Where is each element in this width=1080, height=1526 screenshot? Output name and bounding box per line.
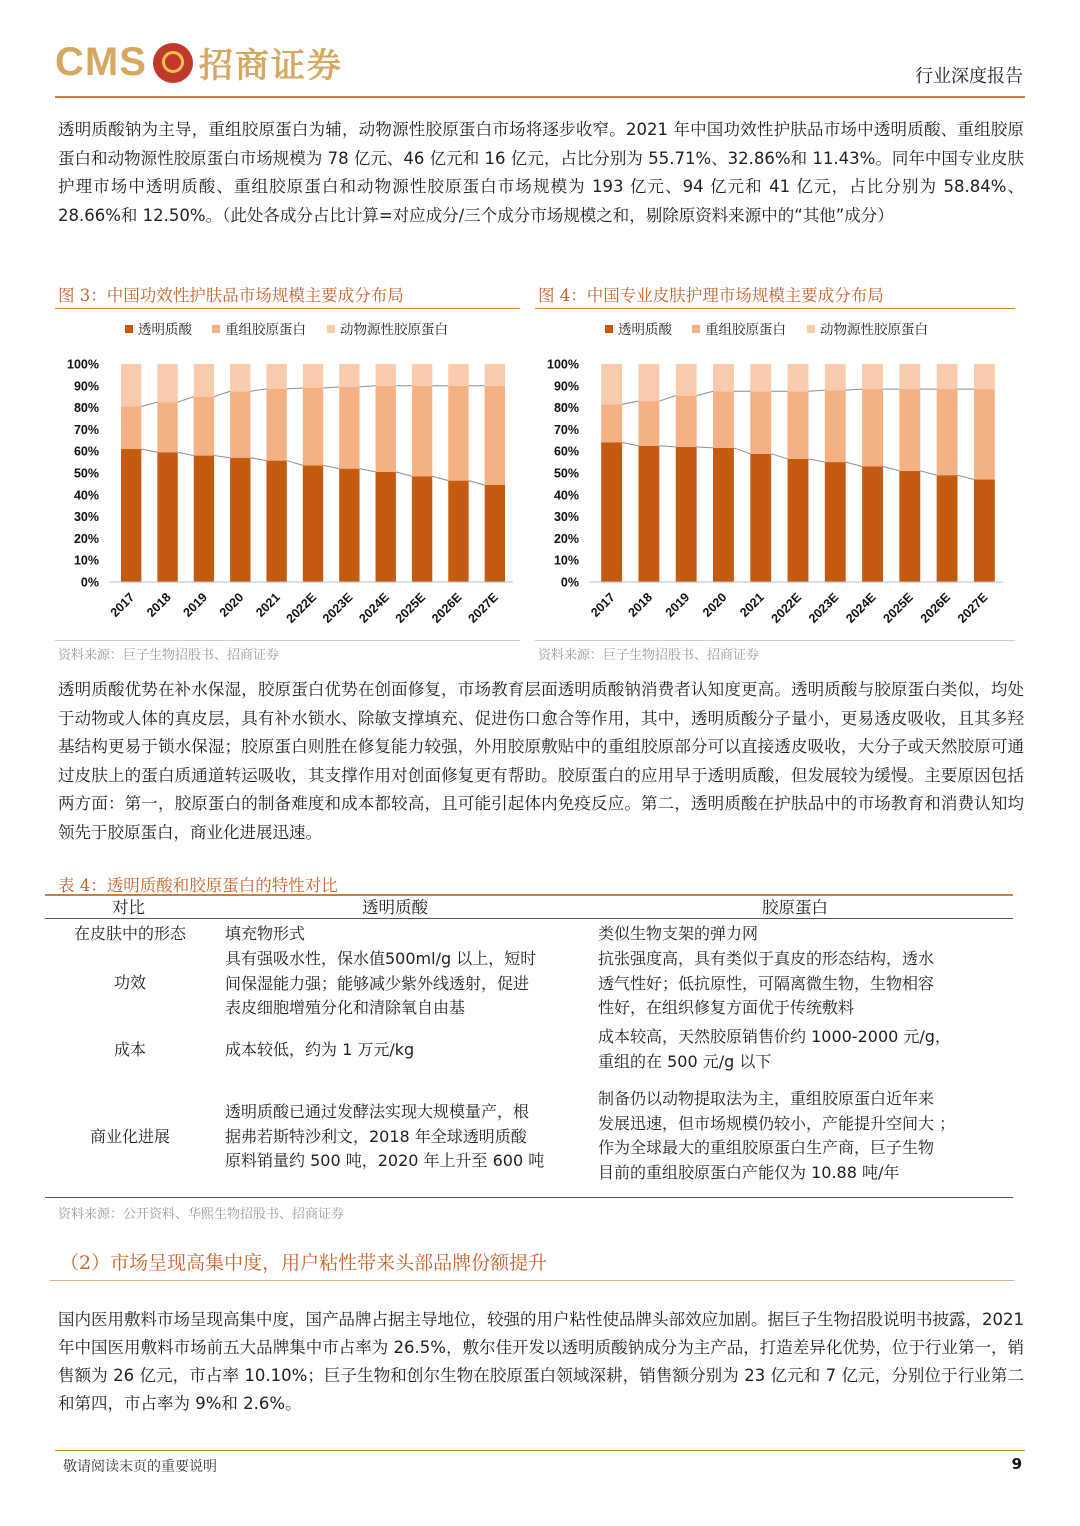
- bar-segment: [266, 461, 286, 582]
- footer-divider: [55, 1450, 1025, 1451]
- x-tick-label: 2026E: [917, 590, 954, 626]
- table-row-label: 商业化进展: [89, 1127, 170, 1146]
- section-title-rule: [50, 1280, 1014, 1281]
- bar-segment: [157, 452, 177, 582]
- bar-segment: [825, 390, 846, 462]
- bar-segment: [412, 476, 432, 582]
- bar-segment: [266, 389, 286, 461]
- bar-segment: [157, 364, 177, 402]
- bar-segment: [937, 389, 958, 475]
- y-tick-label: 10%: [553, 553, 579, 568]
- bar-segment: [638, 446, 659, 582]
- table-row-label: 在皮肤中的形态: [73, 924, 186, 943]
- table-cell-hyaluronic: 据弗若斯特沙利文，2018 年全球透明质酸: [225, 1126, 527, 1146]
- legend-swatch: [327, 325, 335, 333]
- y-tick-label: 0%: [560, 575, 579, 590]
- bar-segment: [230, 364, 250, 391]
- bar-segment: [862, 389, 883, 466]
- x-tick-label: 2027E: [465, 590, 501, 626]
- bar-segment: [266, 364, 286, 389]
- table-4-source: 资料来源：公开资料、华熙生物招股书、招商证券: [58, 1207, 345, 1222]
- bar-segment: [376, 386, 396, 472]
- y-tick-label: 60%: [73, 444, 99, 459]
- y-tick-label: 70%: [73, 422, 99, 437]
- table-cell-hyaluronic: 具有强吸水性，保水值500ml/g 以上，短时: [225, 949, 537, 968]
- y-tick-label: 20%: [553, 531, 579, 546]
- y-tick-label: 80%: [553, 401, 579, 416]
- bar-segment: [750, 364, 771, 391]
- bar-segment: [485, 485, 505, 582]
- bar-segment: [194, 364, 214, 397]
- bar-segment: [825, 364, 846, 390]
- y-tick-label: 40%: [553, 488, 579, 503]
- table-cell-collagen: 重组的在 500 元/g 以下: [598, 1051, 772, 1071]
- figure-3-source-rule: [55, 640, 520, 641]
- bar-segment: [601, 442, 622, 582]
- bar-segment: [303, 364, 323, 388]
- figure-3-title: 图 3：中国功效性护肤品市场规模主要成分布局: [58, 286, 404, 305]
- y-tick-label: 70%: [553, 422, 579, 437]
- bar-segment: [376, 364, 396, 386]
- bar-segment: [376, 472, 396, 582]
- table-header-hyaluronic: 透明质酸: [362, 898, 428, 917]
- x-tick-label: 2020: [216, 590, 247, 620]
- legend-label: 透明质酸: [138, 322, 192, 338]
- bar-segment: [194, 397, 214, 456]
- page-number: 9: [1011, 1455, 1022, 1473]
- table-cell-hyaluronic: 透明质酸已通过发酵法实现大规模量产，根: [225, 1102, 530, 1121]
- bar-segment: [412, 386, 432, 476]
- logo-text: CMS: [55, 40, 147, 84]
- bar-segment: [974, 480, 995, 582]
- bar-segment: [713, 391, 734, 448]
- bar-segment: [448, 364, 468, 386]
- bar-segment: [485, 386, 505, 485]
- bar-segment: [230, 458, 250, 582]
- bar-segment: [899, 471, 920, 582]
- bar-segment: [788, 459, 809, 582]
- bar-segment: [339, 364, 359, 387]
- x-tick-label: 2017: [588, 590, 618, 620]
- x-tick-label: 2021: [737, 590, 767, 620]
- figure-4-title: 图 4：中国专业皮肤护理市场规模主要成分布局: [538, 286, 884, 305]
- table-cell-collagen: 透气性好；低抗原性，可隔离微生物，生物相容: [598, 973, 935, 993]
- y-tick-label: 50%: [553, 466, 579, 481]
- bar-segment: [937, 364, 958, 389]
- bar-segment: [676, 396, 697, 447]
- bar-segment: [974, 389, 995, 479]
- x-tick-label: 2025E: [880, 590, 916, 626]
- cms-logo: [55, 38, 343, 87]
- table-cell-hyaluronic: 填充物形式: [225, 924, 306, 943]
- bar-segment: [601, 404, 622, 442]
- x-tick-label: 2017: [107, 590, 138, 620]
- table-cell-hyaluronic: 成本较低，约为 1 万元/kg: [225, 1040, 415, 1059]
- bar-segment: [638, 401, 659, 446]
- table-cell-collagen: 作为全球最大的重组胶原蛋白生产商，巨子生物: [598, 1138, 935, 1157]
- table-cell-hyaluronic: 间保湿能力强；能够减少紫外线透射，促进: [225, 973, 530, 993]
- x-tick-label: 2019: [662, 590, 693, 620]
- legend-swatch: [807, 325, 815, 333]
- paragraph-market-structure: 透明质酸钠为主导，重组胶原蛋白为辅，动物源性胶原蛋白市场将逐步收窄。2021 年中国功效性护肤品市场中透明质酸、重组胶原蛋白和动物源性胶原蛋白市场规模为 78 亿元、46 亿元和 16 亿元，占比分别为 55.71%、32.86%和 11.43%。同年中国专业皮肤护理市场中透明质酸、重组胶原蛋白和动物源性胶原蛋白市场规模为 193 亿元、94 亿元和 41 亿元，占比分别为 58.84%、28.66%和 12.50%。（此处各成分占比计算=对应成分/三个成分市场规模之和，剔除原资料来源中的“其他”成分）: [58, 120, 1024, 225]
- legend-swatch: [692, 325, 700, 333]
- legend-swatch: [605, 325, 613, 333]
- bar-segment: [825, 462, 846, 582]
- table-header-collagen: 胶原蛋白: [762, 898, 828, 917]
- figure-4-title-rule: [535, 308, 1015, 309]
- y-tick-label: 30%: [553, 510, 579, 525]
- bar-segment: [899, 364, 920, 389]
- x-tick-label: 2024E: [356, 590, 392, 626]
- table-top-rule: [45, 894, 1013, 896]
- y-tick-label: 10%: [73, 553, 99, 568]
- table-cell-hyaluronic: 表皮细胞增殖分化和清除氧自由基: [225, 998, 466, 1017]
- bar-segment: [899, 389, 920, 471]
- table-row-label: 成本: [113, 1040, 146, 1059]
- table-cell-collagen: 发展迅速，但市场规模仍较小，产能提升空间大 ；: [598, 1113, 956, 1133]
- figure-4-chart: [535, 314, 1015, 634]
- bar-segment: [485, 364, 505, 386]
- bar-segment: [862, 364, 883, 389]
- table-header-rule: [45, 918, 1013, 919]
- x-tick-label: 2022E: [768, 590, 805, 626]
- x-tick-label: 2023E: [805, 590, 842, 626]
- bar-segment: [676, 364, 697, 396]
- figure-4-source-rule: [535, 640, 1015, 641]
- table-cell-hyaluronic: 原料销量约 500 吨，2020 年上升至 600 吨: [225, 1151, 545, 1170]
- bar-segment: [121, 407, 141, 450]
- y-tick-label: 30%: [73, 510, 99, 525]
- bar-segment: [601, 364, 622, 404]
- x-tick-label: 2020: [700, 590, 730, 620]
- bar-segment: [448, 481, 468, 582]
- bar-segment: [750, 391, 771, 454]
- bar-segment: [230, 391, 250, 457]
- legend-label: 重组胶原蛋白: [225, 322, 306, 338]
- y-tick-label: 0%: [80, 575, 99, 590]
- y-tick-label: 100%: [67, 357, 99, 372]
- y-tick-label: 40%: [73, 488, 99, 503]
- bar-segment: [788, 364, 809, 391]
- bar-segment: [937, 475, 958, 582]
- bar-segment: [194, 456, 214, 582]
- bar-segment: [412, 364, 432, 386]
- legend-swatch: [125, 325, 133, 333]
- x-tick-label: 2022E: [283, 590, 320, 626]
- x-tick-label: 2023E: [320, 590, 356, 626]
- bar-segment: [339, 469, 359, 582]
- bar-segment: [750, 454, 771, 582]
- table-header-compare: 对比: [112, 898, 145, 917]
- bar-segment: [121, 364, 141, 407]
- legend-label: 动物源性胶原蛋白: [340, 322, 448, 338]
- x-tick-label: 2019: [180, 590, 211, 620]
- footer-note: 敬请阅读末页的重要说明: [63, 1459, 217, 1475]
- header-divider: [55, 96, 1025, 98]
- paragraph-concentration: 国内医用敷料市场呈现高集中度，国产品牌占据主导地位，较强的用户粘性使品牌头部效应加剧。据巨子生物招股说明书披露，2021 年中国医用敷料市场前五大品牌集中市占率为 26.5%，敷尔佳开发以透明质酸钠成分为主产品，打造差异化优势，位于行业第一，销售额为 26 亿元，市占率 10.10%；巨子生物和创尔生物在胶原蛋白领域深耕，销售额分别为 23 亿元和 7 亿元，分别位于行业第二和第四，市占率为 9%和 2.6%。: [58, 1310, 1024, 1413]
- x-tick-label: 2025E: [392, 590, 429, 626]
- bar-segment: [303, 388, 323, 465]
- x-tick-label: 2027E: [955, 590, 991, 626]
- y-tick-label: 60%: [553, 444, 579, 459]
- figure-4-source: 资料来源：巨子生物招股书、招商证券: [538, 648, 760, 663]
- logo-chinese-name: 招商证券: [198, 46, 343, 86]
- table-row-label: 功效: [113, 973, 146, 992]
- legend-label: 重组胶原蛋白: [705, 322, 786, 338]
- y-tick-label: 20%: [73, 531, 99, 546]
- figure-3-title-rule: [55, 308, 520, 309]
- page-header: [0, 0, 1080, 100]
- x-tick-label: 2018: [144, 590, 174, 620]
- bar-segment: [157, 402, 177, 452]
- bar-segment: [676, 447, 697, 582]
- x-tick-label: 2021: [253, 590, 283, 620]
- table-bottom-rule: [45, 1197, 1013, 1198]
- table-4-title: 表 4：透明质酸和胶原蛋白的特性对比: [58, 876, 338, 895]
- report-type: 行业深度报告: [915, 66, 1023, 87]
- figure-3-source: 资料来源：巨子生物招股书、招商证券: [58, 648, 280, 663]
- table-cell-collagen: 类似生物支架的弹力网: [598, 924, 759, 943]
- logo-emblem-icon: [153, 43, 193, 83]
- bar-segment: [974, 364, 995, 389]
- figure-3-chart: [55, 314, 525, 634]
- bar-segment: [303, 465, 323, 582]
- x-tick-label: 2024E: [843, 590, 879, 626]
- bar-segment: [713, 448, 734, 582]
- table-cell-collagen: 目前的重组胶原蛋白产能仅为 10.88 吨/年: [598, 1162, 900, 1182]
- y-tick-label: 80%: [73, 401, 99, 416]
- bar-segment: [862, 466, 883, 582]
- bar-segment: [638, 364, 659, 401]
- table-cell-collagen: 性好，在组织修复方面优于传统敷料: [598, 998, 855, 1017]
- y-tick-label: 90%: [553, 379, 579, 394]
- bar-segment: [713, 364, 734, 391]
- bar-segment: [448, 386, 468, 481]
- y-tick-label: 100%: [547, 357, 579, 372]
- table-cell-collagen: 抗张强度高，具有类似于真皮的形态结构，透水: [598, 949, 935, 968]
- x-tick-label: 2026E: [429, 590, 465, 626]
- legend-label: 动物源性胶原蛋白: [820, 322, 928, 338]
- bar-segment: [788, 391, 809, 459]
- paragraph-comparison: 透明质酸优势在补水保湿，胶原蛋白优势在创面修复，市场教育层面透明质酸钠消费者认知度更高。透明质酸与胶原蛋白类似，均处于动物或人体的真皮层，具有补水锁水、除敏支撑填充、促进伤口愈合等作用，其中，透明质酸分子量小，更易透皮吸收，且其多羟基结构更易于锁水保湿；胶原蛋白则胜在修复能力较强，外用胶原敷贴中的重组胶原部分可以直接透皮吸收，大分子或天然胶原可通过皮肤上的蛋白质通道转运吸收，其支撑作用对创面修复更有帮助。胶原蛋白的应用早于透明质酸，但发展较为缓慢。主要原因包括两方面：第一，胶原蛋白的制备难度和成本都较高，且可能引起体内免疫反应。第二，透明质酸在护肤品中的市场教育和消费认知均领先于胶原蛋白，商业化进展迅速。: [58, 680, 1024, 842]
- y-tick-label: 90%: [73, 379, 99, 394]
- x-tick-label: 2018: [625, 590, 656, 620]
- section-title: （2）市场呈现高集中度，用户粘性带来头部品牌份额提升: [60, 1252, 548, 1274]
- legend-swatch: [212, 325, 220, 333]
- bar-segment: [121, 449, 141, 582]
- bar-segment: [339, 387, 359, 469]
- table-cell-collagen: 成本较高，天然胶原销售价约 1000-2000 元/g，: [598, 1027, 951, 1046]
- legend-label: 透明质酸: [618, 322, 672, 338]
- table-cell-collagen: 制备仍以动物提取法为主，重组胶原蛋白近年来: [598, 1089, 935, 1108]
- y-tick-label: 50%: [73, 466, 99, 481]
